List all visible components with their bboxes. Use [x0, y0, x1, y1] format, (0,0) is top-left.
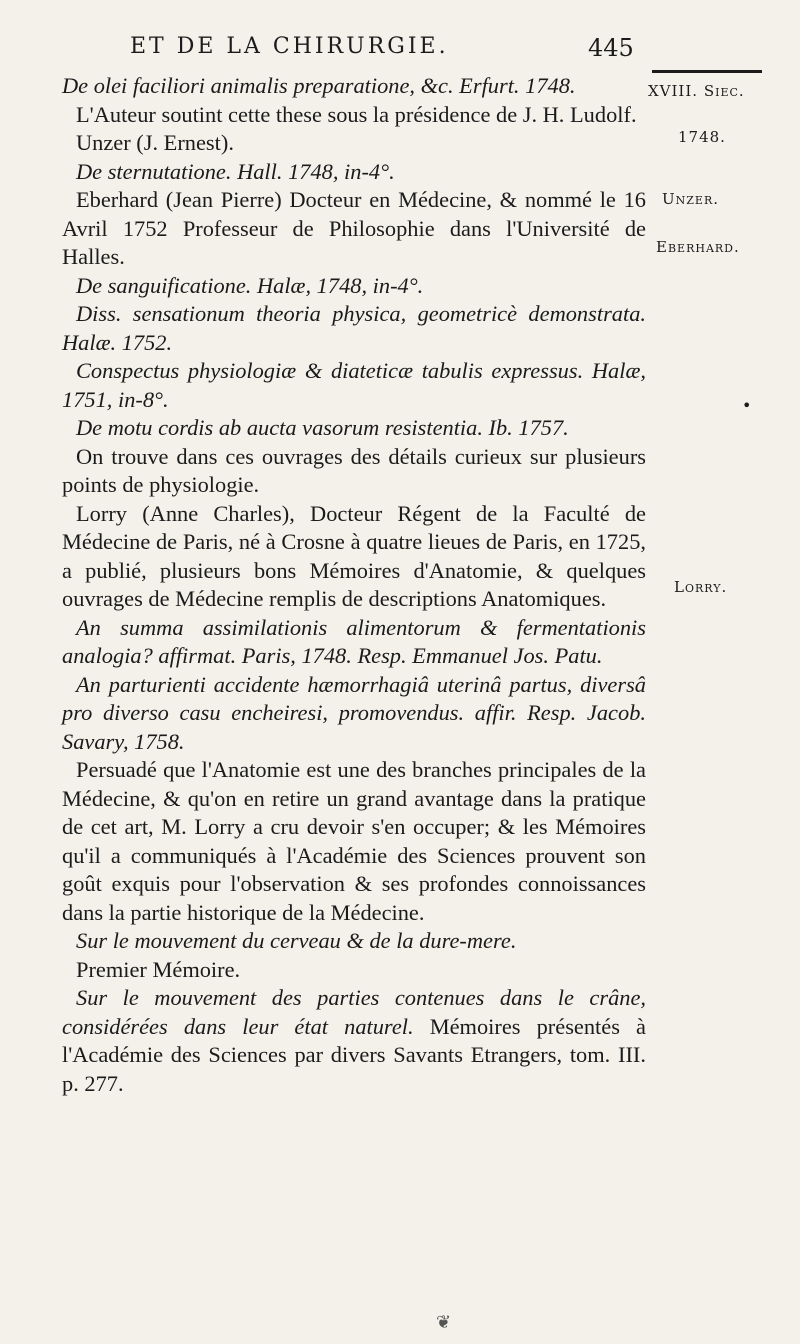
eberhard-work-1: De sanguificatione. Halæ, 1748, in-4°. — [76, 272, 424, 298]
margin-name-unzer: Unzer. — [662, 190, 719, 208]
eberhard-work-2: Diss. sensationum theoria physica, geometricè demonstrata. Halæ. 1752. — [62, 301, 646, 355]
eberhard-note: On trouve dans ces ouvrages des détails curieux sur plusieurs points de physiologie. — [62, 443, 646, 497]
margin-speck: • — [742, 396, 752, 415]
margin-century: XVIII. Siec. — [648, 82, 745, 100]
entry-1-title: De olei faciliori animalis preparatione, &c. Erfurt. 1748. — [62, 73, 576, 98]
entry-1-note: L'Auteur soutint cette these sous la présidence de J. H. Ludolf. — [76, 101, 637, 127]
running-title: ET DE LA CHIRURGIE. — [130, 34, 449, 59]
eberhard-work-3: Conspectus physiologiæ & diateticæ tabulis expressus. Halæ, 1751, in-8°. — [62, 358, 646, 412]
unzer-work: De sternutatione. Hall. 1748, in-4°. — [76, 158, 395, 184]
lorry-work-1: An summa assimilationis alimentorum & fermentationis analogia? affirmat. Paris, 1748. Resp. Emmanuel Jos. Patu. — [62, 614, 646, 668]
lorry-work-4 — [62, 984, 646, 1098]
margin-name-lorry: Lorry. — [674, 578, 728, 596]
lorry-bio: Lorry (Anne Charles), Docteur Régent de la Faculté de Médecine de Paris, né à Crosne à quatre lieues de Paris, en 1725, a publié, plusieurs bons Mémoires d'Anatomie, & quelques ouvrages de Médecine remplis de descriptions Anatomiques. — [62, 500, 646, 611]
lorry-note: Persuadé que l'Anatomie est une des branches principales de la Médecine, & qu'on en retire un grand avantage dans la pratique de cet art, M. Lorry a cru devoir s'en occuper; & les Mémoires qu'il a communiqués à l'Académie des Sciences prouvent son goût exquis pour l'observation & ses profondes connoissances dans la partie historique de la Médecine. — [62, 757, 646, 925]
lorry-work-4-source: Mémoires présentés à l'Académie des Sciences par divers Savants Etrangers, tom. III. p. 277. — [62, 1013, 646, 1096]
eberhard-bio: Eberhard (Jean Pierre) Docteur en Médecine, & nommé le 16 Avril 1752 Professeur de Philosophie dans l'Université de Halles. — [62, 187, 646, 269]
lorry-work-2: An parturienti accidente hæmorrhagiâ uterinâ partus, diversâ pro diverso casu encheiresi, promovendus. affir. Resp. Jacob. Savary, 1758. — [62, 671, 646, 754]
margin-year: 1748. — [678, 128, 726, 146]
eberhard-work-4: De motu cordis ab aucta vasorum resistentia. Ib. 1757. — [76, 415, 569, 440]
lorry-work-3: Sur le mouvement du cerveau & de la dure-mere. — [76, 928, 517, 953]
lorry-work-4-title: Sur le mouvement des parties contenues dans le crâne, considérées dans leur état naturel. — [62, 985, 646, 1039]
ornament-icon: ❦ — [436, 1312, 452, 1333]
header-rule — [652, 70, 762, 73]
page-number: 445 — [588, 34, 634, 62]
lorry-work-3-part: Premier Mémoire. — [76, 956, 241, 982]
unzer-name: Unzer (J. Ernest). — [76, 130, 234, 155]
margin-name-eberhard: Eberhard. — [656, 238, 740, 256]
main-text — [62, 72, 646, 1098]
